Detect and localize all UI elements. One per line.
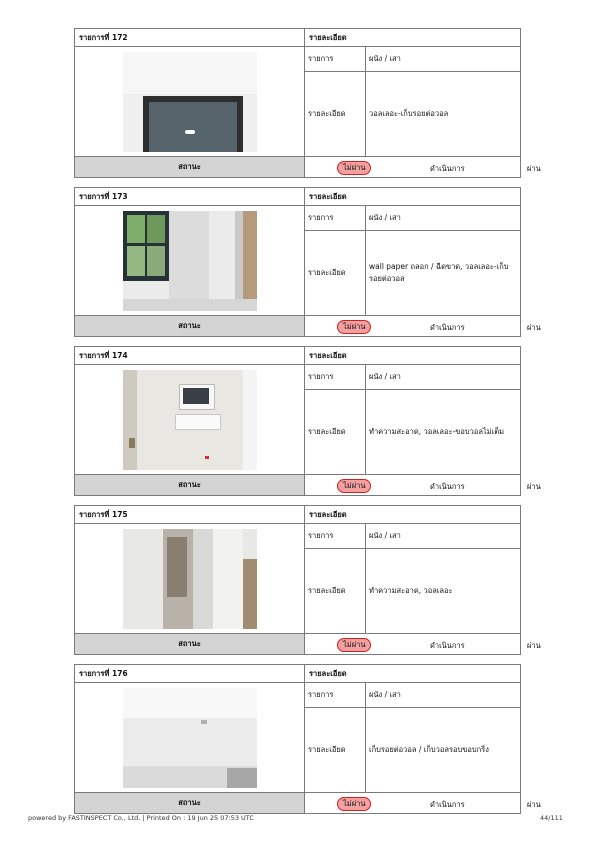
status-options — [305, 634, 541, 655]
footer-text: powered by FASTINSPECT Co., Ltd. | Printed On : 19 Jun 25 07:53 UTC — [28, 814, 254, 822]
item-header: รายการที่ 176 — [75, 665, 305, 683]
item-value: ผนัง / เสา — [366, 683, 521, 708]
photo-wall-ceiling — [123, 688, 257, 788]
detail-header: รายละเอียด — [305, 506, 521, 524]
status-progress[interactable]: ดำเนินการ — [430, 800, 465, 809]
photo-cell — [75, 524, 305, 634]
status-options — [305, 475, 541, 496]
item-value: ผนัง / เสา — [366, 524, 521, 549]
status-progress[interactable]: ดำเนินการ — [430, 482, 465, 491]
status-fail-badge[interactable]: ไม่ผ่าน — [337, 797, 371, 811]
photo-cell — [75, 683, 305, 793]
item-label: รายการ — [305, 524, 366, 549]
photo-cell — [75, 365, 305, 475]
status-pass[interactable]: ผ่าน — [527, 641, 541, 650]
photo-ceiling-window — [123, 52, 257, 152]
status-progress[interactable]: ดำเนินการ — [430, 164, 465, 173]
photo-doorway — [123, 529, 257, 629]
detail-value: ทำความสะอาด, วอลเลอะ-ขอบวอลไม่เต็ม — [366, 390, 521, 475]
status-pass[interactable]: ผ่าน — [527, 482, 541, 491]
status-label: สถานะ — [75, 793, 305, 814]
inspection-item-174 — [74, 346, 541, 496]
status-pass[interactable]: ผ่าน — [527, 164, 541, 173]
status-options — [305, 793, 541, 814]
inspection-item-176 — [74, 664, 541, 814]
inspection-item-172 — [74, 28, 541, 178]
photo-cell — [75, 47, 305, 157]
status-fail-badge[interactable]: ไม่ผ่าน — [337, 320, 371, 334]
detail-value: เก็บรอยต่อวอล / เก็บวอลรอบขอบกริ่ง — [366, 708, 521, 793]
photo-window-wall — [123, 211, 257, 311]
status-label: สถานะ — [75, 157, 305, 178]
inspection-item-175 — [74, 505, 541, 655]
item-header: รายการที่ 173 — [75, 188, 305, 206]
item-value: ผนัง / เสา — [366, 47, 521, 72]
status-label: สถานะ — [75, 316, 305, 337]
detail-header: รายละเอียด — [305, 188, 521, 206]
status-fail-badge[interactable]: ไม่ผ่าน — [337, 479, 371, 493]
photo-intercom-wall — [123, 370, 257, 470]
detail-header: รายละเอียด — [305, 347, 521, 365]
item-label: รายการ — [305, 206, 366, 231]
item-header: รายการที่ 174 — [75, 347, 305, 365]
status-progress[interactable]: ดำเนินการ — [430, 641, 465, 650]
item-header: รายการที่ 172 — [75, 29, 305, 47]
item-label: รายการ — [305, 365, 366, 390]
detail-header: รายละเอียด — [305, 29, 521, 47]
status-options — [305, 157, 541, 178]
status-label: สถานะ — [75, 475, 305, 496]
status-fail-badge[interactable]: ไม่ผ่าน — [337, 638, 371, 652]
detail-label: รายละเอียด — [305, 708, 366, 793]
detail-label: รายละเอียด — [305, 390, 366, 475]
page-number: 44/111 — [540, 814, 563, 822]
item-label: รายการ — [305, 683, 366, 708]
inspection-item-173 — [74, 187, 541, 337]
detail-label: รายละเอียด — [305, 72, 366, 157]
detail-label: รายละเอียด — [305, 549, 366, 634]
detail-header: รายละเอียด — [305, 665, 521, 683]
detail-value: wall paper ถลอก / ฉีดขาด, วอลเลอะ-เก็บรอยต่อวอล — [366, 231, 521, 316]
detail-value: วอลเลอะ-เก็บรอยต่อวอล — [366, 72, 521, 157]
detail-value: ทำความสะอาด, วอลเลอะ — [366, 549, 521, 634]
photo-cell — [75, 206, 305, 316]
status-label: สถานะ — [75, 634, 305, 655]
item-label: รายการ — [305, 47, 366, 72]
status-pass[interactable]: ผ่าน — [527, 800, 541, 809]
status-progress[interactable]: ดำเนินการ — [430, 323, 465, 332]
status-pass[interactable]: ผ่าน — [527, 323, 541, 332]
item-value: ผนัง / เสา — [366, 365, 521, 390]
status-options — [305, 316, 541, 337]
status-fail-badge[interactable]: ไม่ผ่าน — [337, 161, 371, 175]
detail-label: รายละเอียด — [305, 231, 366, 316]
item-header: รายการที่ 175 — [75, 506, 305, 524]
item-value: ผนัง / เสา — [366, 206, 521, 231]
